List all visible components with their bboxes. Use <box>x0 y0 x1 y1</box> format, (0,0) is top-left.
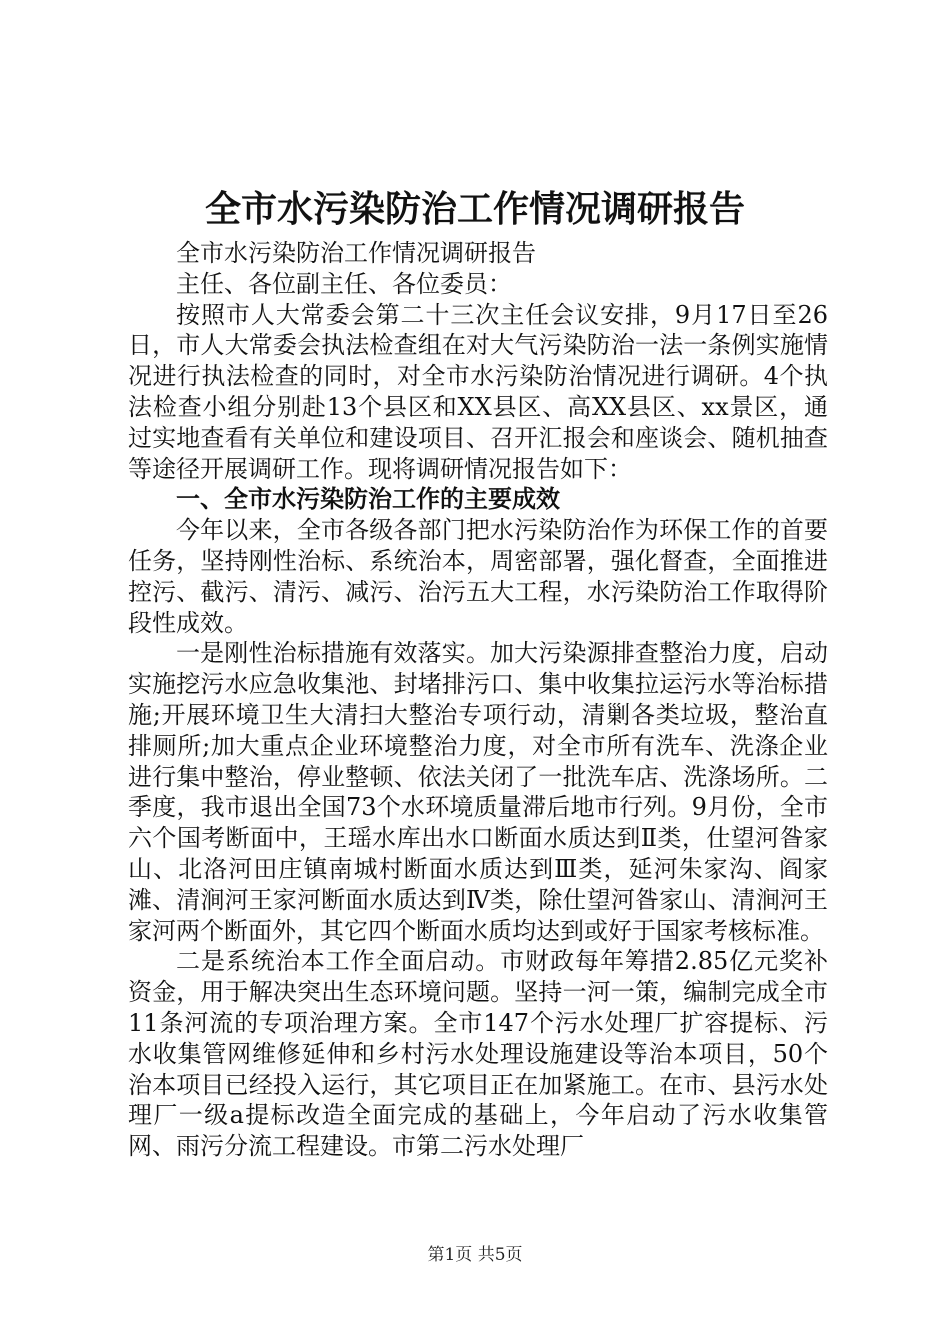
intro-paragraph: 按照市人大常委会第二十三次主任会议安排，9月17日至26日，市人大常委会执法检查组在对大气污染防治一法一条例实施情况进行执法检查的同时，对全市水污染防治情况进行调研。4个执法检查小组分别赴13个县区和XX县区、高XX县区、xx景区，通过实地查看有关单位和建设项目、召开汇报会和座谈会、随机抽查等途径开展调研工作。现将调研情况报告如下： <box>128 300 828 483</box>
salutation-paragraph: 主任、各位副主任、各位委员： <box>176 269 512 298</box>
document-body <box>128 238 828 1162</box>
measures-paragraph: 一是刚性治标措施有效落实。加大污染源排查整治力度，启动实施挖污水应急收集池、封堵排污口、集中收集拉运污水等治标措施;开展环境卫生大清扫大整治专项行动，清剿各类垃圾，整治直排厕所;加大重点企业环境整治力度，对全市所有洗车、洗涤企业进行集中整治，停业整顿、依法关闭了一批洗车店、洗涤场所。二季度，我市退出全国73个水环境质量滞后地市行列。9月份，全市六个国考断面中，王瑶水库出水口断面水质达到Ⅱ类，仕望河昝家山、北洛河田庄镇南城村断面水质达到Ⅲ类，延河朱家沟、阎家滩、清涧河王家河断面水质达到Ⅳ类，除仕望河昝家山、清涧河王家河两个断面外，其它四个断面水质均达到或好于国家考核标准。 <box>128 639 828 945</box>
document-title: 全市水污染防治工作情况调研报告 <box>204 188 745 230</box>
summary-paragraph: 今年以来，全市各级各部门把水污染防治作为环保工作的首要任务，坚持刚性治标、系统治本，周密部署，强化督查，全面推进控污、截污、清污、减污、治污五大工程，水污染防治工作取得阶段性成效。 <box>128 516 828 637</box>
section-heading: 一、全市水污染防治工作的主要成效 <box>176 484 560 514</box>
system-paragraph: 二是系统治本工作全面启动。市财政每年筹措2.85亿元奖补资金，用于解决突出生态环境问题。坚持一河一策，编制完成全市11条河流的专项治理方案。全市147个污水处理厂扩容提标、污水收集管网维修延伸和乡村污水处理设施建设等治本项目，50个治本项目已经投入运行，其它项目正在加紧施工。在市、县污水处理厂一级a提标改造全面完成的基础上，今年启动了污水收集管网、雨污分流工程建设。市第二污水处理厂 <box>128 947 828 1161</box>
subtitle-paragraph: 全市水污染防治工作情况调研报告 <box>176 239 536 267</box>
page-footer: 第1页 共5页 <box>427 1245 523 1265</box>
